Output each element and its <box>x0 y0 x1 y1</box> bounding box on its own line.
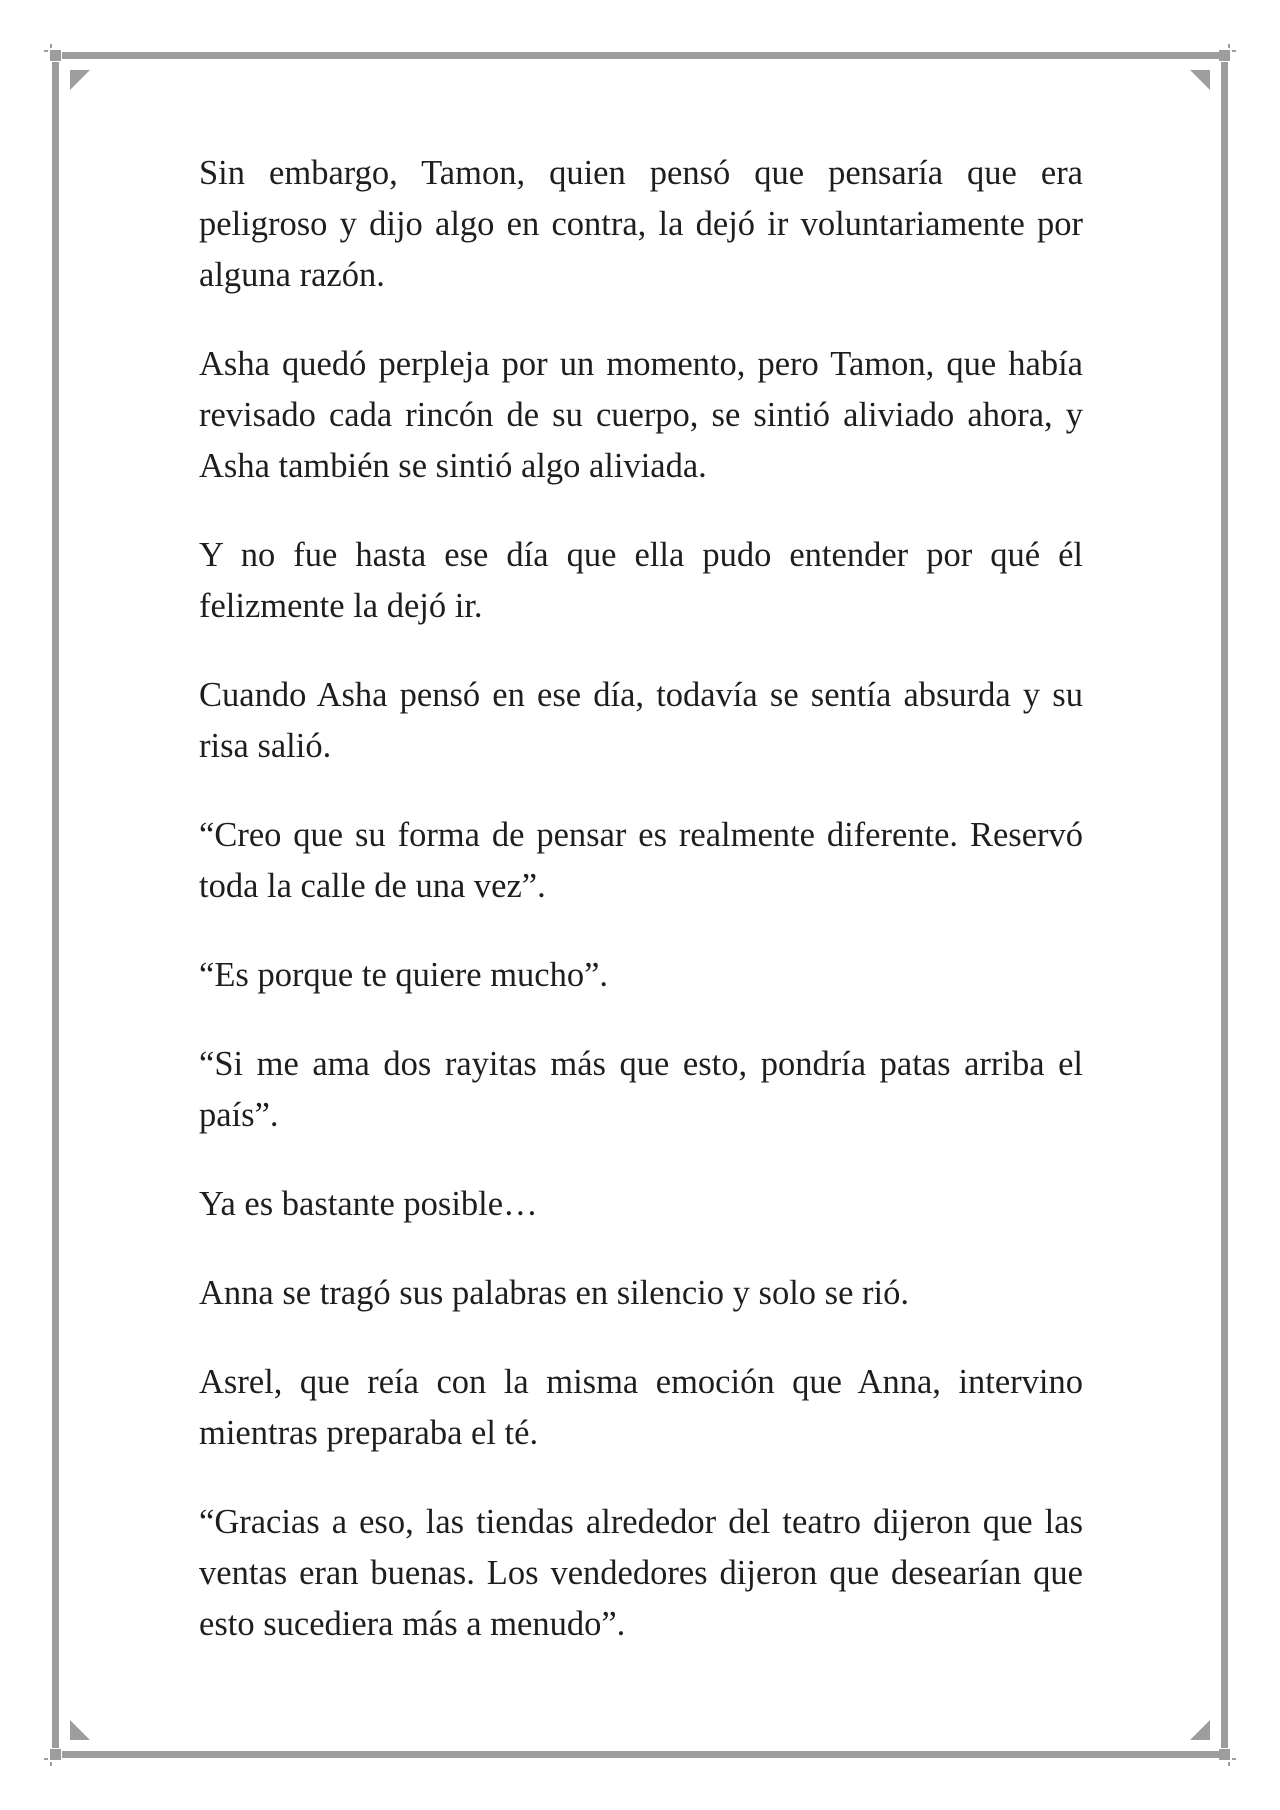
paragraph: “Es porque te quiere mucho”. <box>199 956 609 994</box>
corner-square-br <box>1219 1749 1230 1760</box>
corner-triangle-tl <box>70 70 90 90</box>
corner-triangle-bl <box>70 1720 90 1740</box>
border-right <box>1221 62 1228 1748</box>
border-left <box>52 62 59 1748</box>
paragraph: “Creo que su forma de pensar es realmente diferente. Reservó toda la calle de una vez”. <box>199 816 1083 905</box>
corner-square-tr <box>1219 50 1230 61</box>
paragraph: “Si me ama dos rayitas más que esto, pondría patas arriba el país”. <box>199 1045 1083 1134</box>
paragraph: Y no fue hasta ese día que ella pudo entender por qué él felizmente la dejó ir. <box>199 536 1083 625</box>
corner-square-bl <box>50 1749 61 1760</box>
border-top <box>62 52 1220 59</box>
page-body <box>199 148 1083 1688</box>
paragraph: Cuando Asha pensó en ese día, todavía se sentía absurda y su risa salió. <box>199 676 1083 765</box>
paragraph: Anna se tragó sus palabras en silencio y solo se rió. <box>199 1274 909 1312</box>
corner-triangle-br <box>1190 1720 1210 1740</box>
corner-square-tl <box>50 50 61 61</box>
paragraph: Ya es bastante posible… <box>199 1185 538 1223</box>
corner-triangle-tr <box>1190 70 1210 90</box>
paragraph: “Gracias a eso, las tiendas alrededor del teatro dijeron que las ventas eran buenas. Los vendedores dijeron que desearían que esto sucediera más a menudo”. <box>199 1503 1083 1643</box>
paragraph: Asrel, que reía con la misma emoción que Anna, intervino mientras preparaba el té. <box>199 1363 1083 1452</box>
paragraph: Asha quedó perpleja por un momento, pero Tamon, que había revisado cada rincón de su cuerpo, se sintió aliviado ahora, y Asha también se sintió algo aliviada. <box>199 345 1083 485</box>
border-bottom <box>62 1751 1220 1758</box>
paragraph: Sin embargo, Tamon, quien pensó que pensaría que era peligroso y dijo algo en contra, la dejó ir voluntariamente por alguna razón. <box>199 154 1083 294</box>
